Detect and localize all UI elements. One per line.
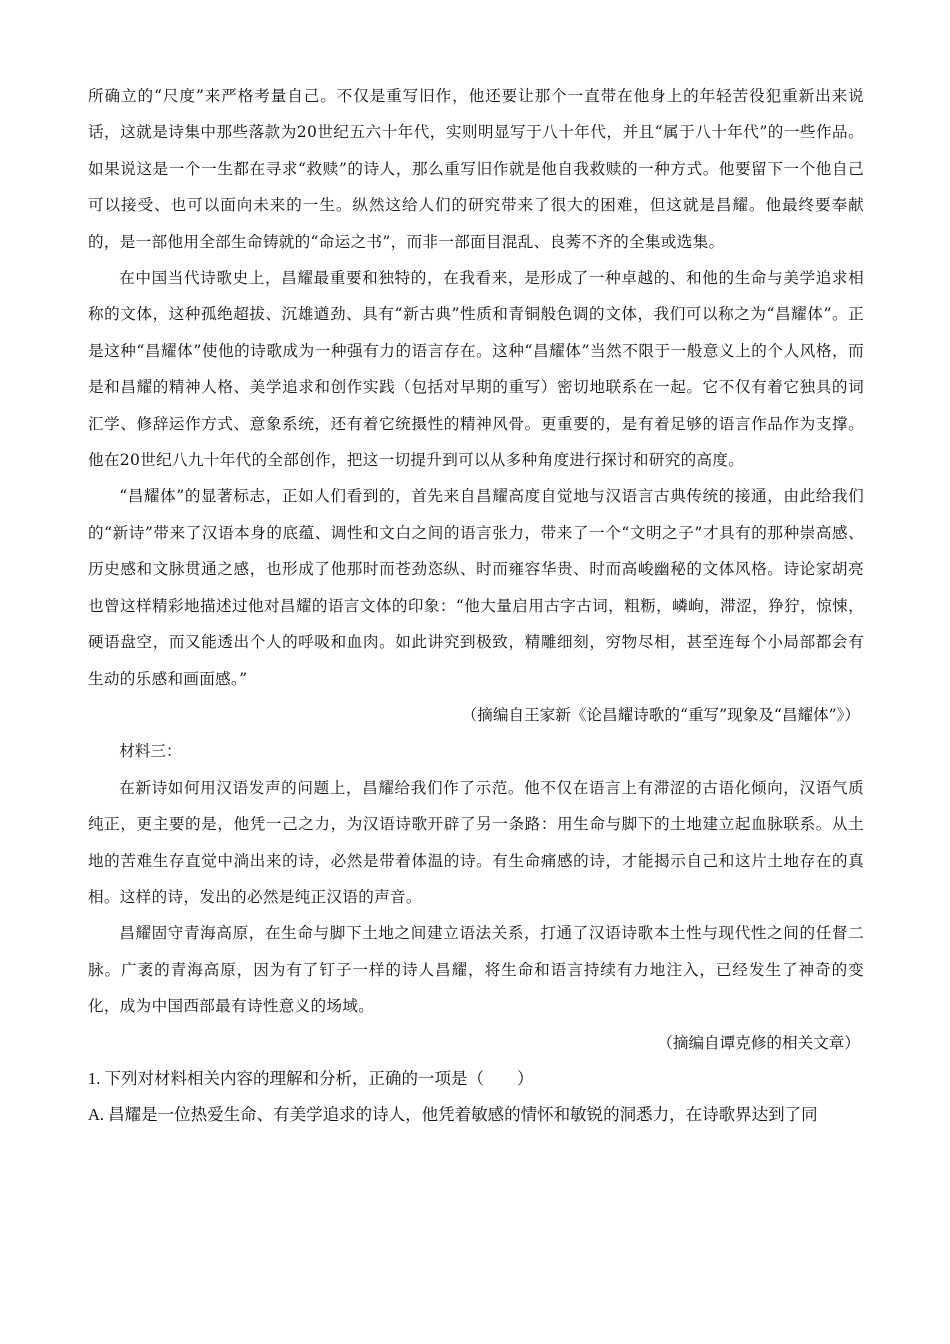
paragraph-3: “昌耀体”的显著标志，正如人们看到的，首先来自昌耀高度自觉地与汉语言古典传统的接通，由此给我们的“新诗”带来了汉语本身的底蕴、调性和文白之间的语言张力，带来了一个“文明之子”才具有的那种崇高感、历史感和文脉贯通之感，也形成了他那时而苍劲恣纵、时而雍容华贵、时而高峻幽秘的文体风格。诗论家胡亮也曾这样精彩地描述过他对昌耀的语言文体的印象：“他大量启用古字古词，粗粝，嶙峋，滞涩，狰狞，惊悚，硬语盘空，而又能透出个人的呼吸和血肉。如此讲究到极致，精雕细刻，穷物尽相，甚至连每个小局部都会有生动的乐感和画面感。” xyxy=(88,487,864,688)
source-citation-1: （摘编自王家新《论昌耀诗歌的“重写”现象及“昌耀体”》） xyxy=(461,705,860,724)
question-1-option-a: A. 昌耀是一位热爱生命、有美学追求的诗人，他凭着敏感的情怀和敏锐的洞悉力，在诗歌界达到了同 xyxy=(88,1105,818,1125)
material-three-heading: 材料三： xyxy=(119,742,182,761)
paragraph-4: 在新诗如何用汉语发声的问题上，昌耀给我们作了示范。他不仅在语言上有滞涩的古语化倾向，汉语气质纯正，更主要的是，他凭一己之力，为汉语诗歌开辟了另一条路：用生命与脚下的土地建立起血脉联系。从土地的苦难生存直觉中淌出来的诗，必然是带着体温的诗。有生命痛感的诗，才能揭示自己和这片土地存在的真相。这样的诗，发出的必然是纯正汉语的声音。 xyxy=(88,778,864,906)
source-citation-2: （摘编自谭克修的相关文章） xyxy=(657,1033,860,1052)
document-page xyxy=(88,78,864,1134)
paragraph-5: 昌耀固守青海高原，在生命与脚下土地之间建立语法关系，打通了汉语诗歌本土性与现代性之间的任督二脉。广袤的青海高原，因为有了钉子一样的诗人昌耀，将生命和语言持续有力地注入，已经发生了神奇的变化，成为中国西部最有诗性意义的场域。 xyxy=(88,924,864,1016)
paragraph-2: 在中国当代诗歌史上，昌耀最重要和独特的，在我看来，是形成了一种卓越的、和他的生命与美学追求相称的文体，这种孤绝超拔、沉雄遒劲、具有“新古典”性质和青铜般色调的文体，我们可以称之为“昌耀体”。正是这种“昌耀体”使他的诗歌成为一种强有力的语言存在。这种“昌耀体”当然不限于一般意义上的个人风格，而是和昌耀的精神人格、美学追求和创作实践（包括对早期的重写）密切地联系在一起。它不仅有着它独具的词汇学、修辞运作方式、意象系统，还有着它统摄性的精神风骨。更重要的，是有着足够的语言作品作为支撑。他在20世纪八九十年代的全部创作，把这一切提升到可以从多种角度进行探讨和研究的高度。 xyxy=(88,269,864,470)
paragraph-1: 所确立的“尺度”来严格考量自己。不仅是重写旧作，他还要让那个一直带在他身上的年轻苦役犯重新出来说话，这就是诗集中那些落款为20世纪五六十年代，实则明显写于八十年代，并且“属于八十年代”的一些作品。如果说这是一个一生都在寻求“救赎”的诗人，那么重写旧作就是他自我救赎的一种方式。他要留下一个他自己可以接受、也可以面向未来的一生。纵然这给人们的研究带来了很大的困难，但这就是昌耀。他最终要奉献的，是一部他用全部生命铸就的“命运之书”，而非一部面目混乱、良莠不齐的全集或选集。 xyxy=(88,87,864,251)
question-1-stem: 1. 下列对材料相关内容的理解和分析，正确的一项是（ ） xyxy=(88,1068,534,1088)
